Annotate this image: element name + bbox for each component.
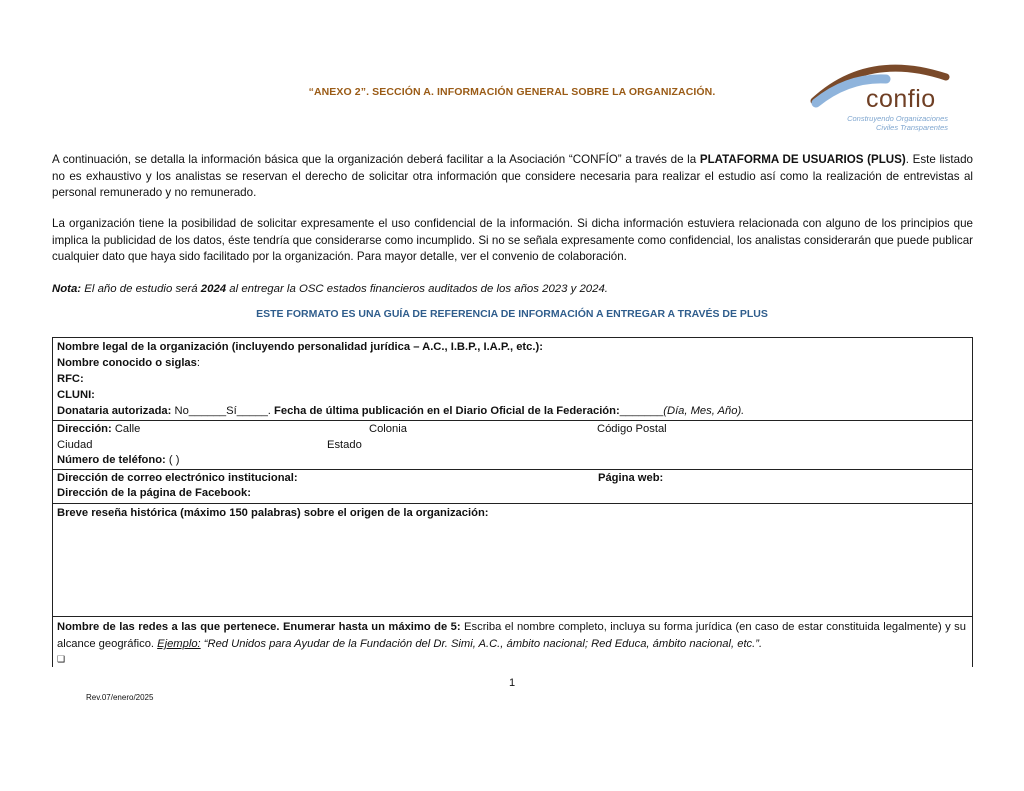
donataria-label: Donataria autorizada: [57,405,172,417]
format-subtitle: ESTE FORMATO ES UNA GUÍA DE REFERENCIA DE INFORMACIÓN A ENTREGAR A TRAVÉS DE PLUS [256,308,768,320]
siglas-colon: : [196,357,200,369]
facebook-label: Dirección de la página de Facebook: [57,487,251,499]
revision-label: Rev.07/enero/2025 [86,693,154,702]
telefono-line [57,454,179,466]
logo-tagline-2: Civiles Transparentes [876,123,948,132]
donataria-line [57,405,744,417]
intro-p1-b: . Este listado no es exhaustivo y los analistas se reservan el derecho de solicitar otra información que considere necesaria para realizar el estudio así como la realización de entrevistas al personal remunerado y no remunerado. [52,153,973,199]
pagina-web-label: Página web: [598,472,664,484]
fecha-dof-label: Fecha de última publicación en el Diario Oficial de la Federación: [270,405,620,417]
direccion-line [57,423,140,435]
section-direccion [53,421,972,470]
logo-tagline-1: Construyendo Organizaciones [847,114,948,123]
nota-text-b: al entregar la OSC estados financieros auditados de los años 2023 y 2024. [226,283,608,295]
estado-label: Estado [327,439,362,451]
nota-line [52,283,608,295]
fecha-format: (Día, Mes, Año). [663,405,745,417]
cluni-label: CLUNI: [57,389,95,401]
section-contacto [53,470,972,504]
ciudad-label: Ciudad [57,439,93,451]
donataria-options: No______Sí_____. [171,405,271,417]
nota-year: 2024 [200,283,227,295]
calle-label: Calle [111,423,141,435]
intro-p1-bold: PLATAFORMA DE USUARIOS (PLUS) [699,153,906,166]
section-resena [53,504,972,617]
intro-paragraph-1 [52,152,973,202]
ejemplo-text: “Red Unidos para Ayudar de la Fundación del Dr. Simi, A.C., ámbito nacional; Red Educa, ámbito nacional, etc.”. [200,638,763,650]
ejemplo-label: Ejemplo: [157,638,201,650]
checkbox-icon[interactable]: ❑ [57,654,66,664]
nota-text-a: El año de estudio será [81,283,201,295]
redes-label: Nombre de las redes a las que pertenece. Enumerar hasta un máximo de 5: [57,621,461,633]
codigo-postal-label: Código Postal [597,423,667,435]
redes-instructions: Escriba el nombre completo, incluya su forma jurídica (en caso de estar constituida legalmente) y su alcance geográfico. [57,621,966,650]
fecha-dof-blank: _______ [619,405,664,417]
siglas-line [57,357,200,369]
form-table [52,337,973,667]
telefono-label: Número de teléfono: [57,454,166,466]
nombre-legal-label: Nombre legal de la organización (incluyendo personalidad jurídica – A.C., I.B.P., I.A.P., etc.): [57,341,543,353]
intro-paragraph-2: La organización tiene la posibilidad de solicitar expresamente el uso confidencial de la información. Si dicha información estuviera relacionada con alguno de los principios que implica la publicidad de los datos, éste tendría que considerarse como incumplido. Si no se señala expresamente como confidencial, los analistas considerarán que puede publicar cualquier dato que haya sido facilitado por la organización. Para mayor detalle, ver el convenio de colaboración. [52,217,973,263]
direccion-label: Dirección: [57,423,112,435]
colonia-label: Colonia [369,423,407,435]
intro-p1-a: A continuación, se detalla la información básica que la organización deberá facilitar a la Asociación “CONFÍO” a través de la [52,153,700,166]
section-redes [53,617,972,668]
logo-word: confio [866,85,936,113]
telefono-blank: ( ) [165,454,180,466]
resena-label: Breve reseña histórica (máximo 150 palabras) sobre el origen de la organización: [57,507,489,519]
section-general [53,338,972,421]
page-number: 1 [508,677,516,689]
redes-text [57,619,966,653]
correo-label: Dirección de correo electrónico institucional: [57,472,298,484]
document-title: “ANEXO 2”. SECCIÓN A. INFORMACIÓN GENERAL SOBRE LA ORGANIZACIÓN. [308,86,716,98]
siglas-label: Nombre conocido o siglas [57,357,197,369]
rfc-label: RFC: [57,373,84,385]
nota-label: Nota: [52,283,82,295]
confio-logo [808,55,953,137]
